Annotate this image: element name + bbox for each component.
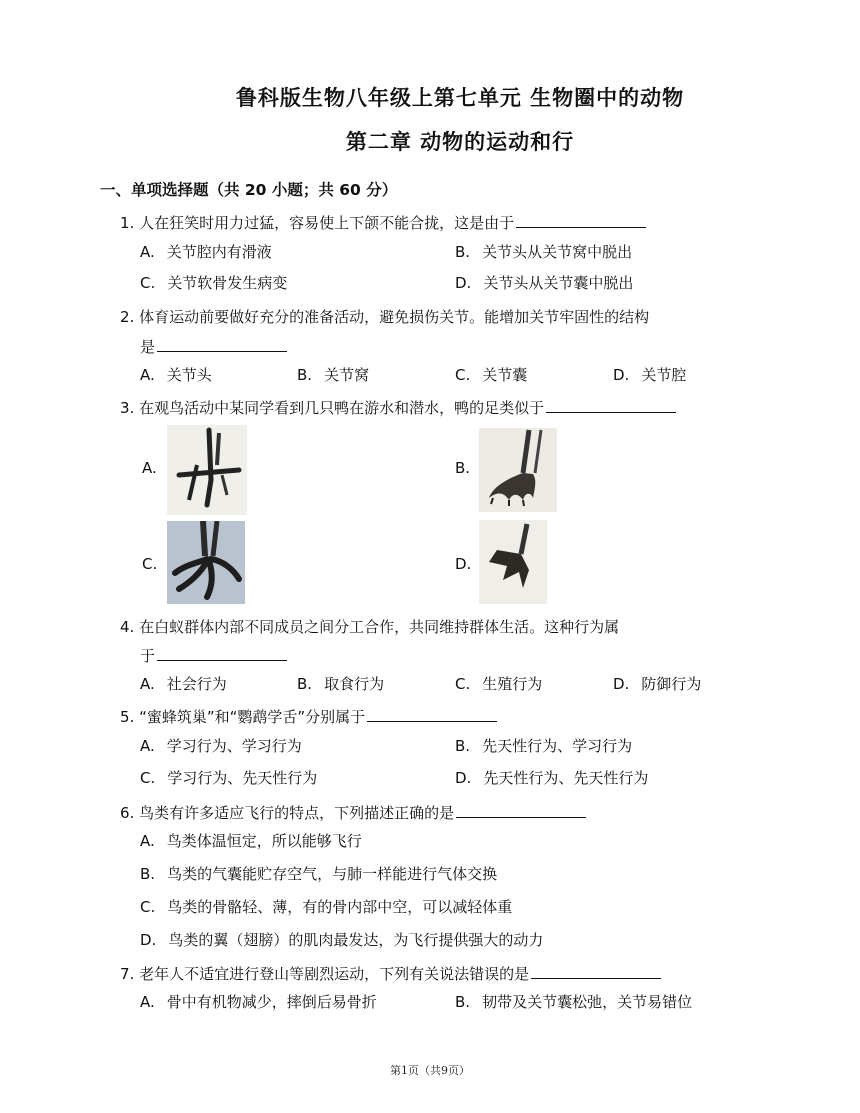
question-2 — [120, 307, 649, 327]
question-number: 7. — [120, 965, 135, 983]
option-d[interactable]: D. 关节头从关节囊中脱出 — [455, 274, 634, 292]
question-2-continued: 是 — [140, 337, 287, 357]
option-a-label[interactable]: A. — [142, 459, 157, 477]
option-a[interactable]: A. 社会行为 — [140, 675, 227, 693]
chapter-title: 第二章 动物的运动和行 — [345, 130, 575, 154]
question-7 — [120, 964, 661, 984]
answer-blank[interactable] — [516, 213, 646, 228]
question-stem: 在白蚁群体内部不同成员之间分工合作，共同维持群体生活。这种行为属 — [139, 618, 620, 636]
question-1 — [120, 213, 646, 233]
option-d[interactable]: D. 先天性行为、先天性行为 — [455, 769, 649, 787]
question-4 — [120, 617, 619, 637]
option-d[interactable]: D. 关节腔 — [613, 366, 687, 384]
option-b[interactable]: B. 鸟类的气囊能贮存空气，与肺一样能进行气体交换 — [140, 865, 498, 883]
option-a[interactable]: A. 鸟类体温恒定，所以能够飞行 — [140, 832, 362, 850]
option-a[interactable]: A. 关节头 — [140, 366, 212, 384]
option-d-label[interactable]: D. — [455, 555, 472, 573]
section-heading: 一、单项选择题（共 20 小题；共 60 分） — [100, 181, 398, 199]
option-b[interactable]: B. 关节窝 — [297, 366, 370, 384]
bird-foot-d-icon[interactable] — [479, 520, 547, 604]
bird-foot-a-icon[interactable] — [167, 425, 247, 515]
option-a[interactable]: A. 学习行为、学习行为 — [140, 737, 302, 755]
option-b[interactable]: B. 取食行为 — [297, 675, 385, 693]
question-number: 5. — [120, 708, 135, 726]
option-c-label[interactable]: C. — [142, 555, 158, 573]
question-4-continued: 于 — [140, 646, 287, 666]
answer-blank[interactable] — [157, 337, 287, 352]
option-c[interactable]: C. 生殖行为 — [455, 675, 543, 693]
question-number: 6. — [120, 804, 135, 822]
option-c[interactable]: C. 关节囊 — [455, 366, 528, 384]
option-c[interactable]: C. 学习行为、先天性行为 — [140, 769, 318, 787]
question-number: 4. — [120, 618, 135, 636]
document-title: 鲁科版生物八年级上第七单元 生物圈中的动物 — [235, 86, 685, 110]
question-stem: 人在狂笑时用力过猛，容易使上下颌不能合拢，这是由于 — [139, 214, 515, 232]
answer-blank[interactable] — [367, 707, 497, 722]
bird-foot-b-icon[interactable] — [479, 428, 557, 512]
question-5 — [120, 707, 497, 727]
question-stem: 体育运动前要做好充分的准备活动，避免损伤关节。能增加关节牢固性的结构 — [139, 308, 650, 326]
bird-foot-c-icon[interactable] — [167, 521, 245, 604]
answer-blank[interactable] — [456, 803, 586, 818]
page-footer: 第1页（共9页） — [390, 1064, 470, 1077]
answer-blank[interactable] — [546, 398, 676, 413]
question-stem: 老年人不适宜进行登山等剧烈运动，下列有关说法错误的是 — [139, 965, 530, 983]
question-stem: 鸟类有许多适应飞行的特点，下列描述正确的是 — [139, 804, 455, 822]
question-number: 2. — [120, 308, 135, 326]
answer-blank[interactable] — [157, 646, 287, 661]
question-stem: “蜜蜂筑巢”和“鹦鹉学舌”分别属于 — [139, 708, 366, 726]
option-b-label[interactable]: B. — [455, 459, 471, 477]
option-c[interactable]: C. 鸟类的骨骼轻、薄，有的骨内部中空，可以减轻体重 — [140, 898, 513, 916]
option-d[interactable]: D. 鸟类的翼（翅膀）的肌肉最发达，为飞行提供强大的动力 — [140, 931, 544, 949]
question-6 — [120, 803, 586, 823]
question-stem: 在观鸟活动中某同学看到几只鸭在游水和潜水，鸭的足类似于 — [139, 399, 545, 417]
option-a[interactable]: A. 骨中有机物减少，摔倒后易骨折 — [140, 993, 377, 1011]
question-number: 1. — [120, 214, 135, 232]
answer-blank[interactable] — [531, 964, 661, 979]
question-number: 3. — [120, 399, 135, 417]
option-a[interactable]: A. 关节腔内有滑液 — [140, 243, 272, 261]
option-d[interactable]: D. 防御行为 — [613, 675, 702, 693]
option-b[interactable]: B. 先天性行为、学习行为 — [455, 737, 633, 755]
option-b[interactable]: B. 韧带及关节囊松弛，关节易错位 — [455, 993, 693, 1011]
question-3 — [120, 398, 676, 418]
option-c[interactable]: C. 关节软骨发生病变 — [140, 274, 288, 292]
option-b[interactable]: B. 关节头从关节窝中脱出 — [455, 243, 633, 261]
